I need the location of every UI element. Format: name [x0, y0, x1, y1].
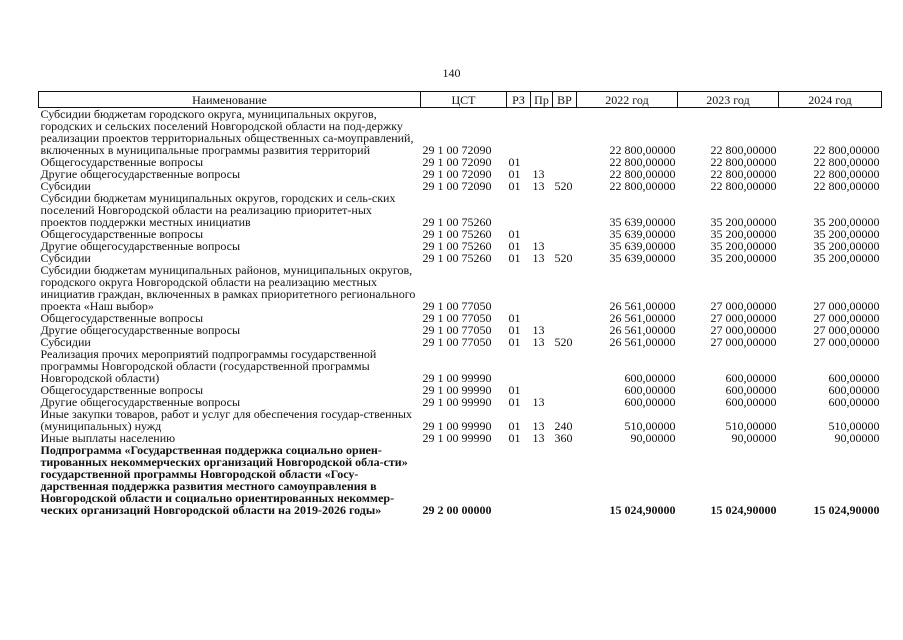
table-cell-cst: 29 1 00 77050: [422, 335, 492, 349]
table-cell-pr: [531, 192, 553, 228]
table-cell-vr: [553, 108, 577, 157]
table-cell-rz: [507, 108, 531, 157]
table-cell-2023: 90,00000: [731, 431, 777, 445]
table-cell-2023: 600,00000: [725, 383, 777, 397]
table-cell-cst: 29 1 00 75260: [422, 251, 492, 265]
table-cell-name: Реализация прочих мероприятий подпрограммы государственной программы Новгородской области (государственной программы Новгородской области): [40, 347, 377, 385]
page-number: 140: [442, 66, 461, 80]
table-cell-2022: 600,00000: [624, 383, 676, 397]
table-cell-name: Субсидии бюджетам муниципальных округов, городских и сель-ских поселений Новгородской области на реализацию приоритет-ных проектов поддержки местных инициатив: [40, 191, 396, 229]
table-row: [39, 348, 882, 384]
header-2024: 2024 год: [779, 92, 882, 108]
table-cell-name: Общегосударственные вопросы: [40, 311, 204, 325]
table-cell-rz: 01: [508, 419, 521, 433]
table-cell-cst: 29 1 00 77050: [422, 323, 492, 337]
table-cell-2024: 27 000,00000: [813, 323, 880, 337]
table-cell-name: Общегосударственные вопросы: [40, 155, 204, 169]
table-cell-vr: [553, 396, 577, 408]
table-cell-pr: [531, 444, 553, 516]
table-cell-cst: 29 1 00 99990: [422, 395, 492, 409]
table-row: [39, 192, 882, 228]
table-cell-2022: 22 800,00000: [609, 179, 676, 193]
table-cell-2022: 22 800,00000: [609, 155, 676, 169]
header-2022: 2022 год: [577, 92, 678, 108]
table-cell-name: Субсидии: [40, 335, 91, 349]
table-cell-2023: 27 000,00000: [710, 311, 777, 325]
header-rz: РЗ: [507, 92, 531, 108]
table-cell-2024: 600,00000: [828, 395, 880, 409]
table-cell-cst: 29 1 00 72090: [422, 143, 492, 157]
table-cell-pr: [531, 108, 553, 157]
table-cell-rz: [507, 192, 531, 228]
table-cell-vr: [553, 264, 577, 312]
table-cell-vr: 240: [554, 419, 573, 433]
table-cell-2022: 26 561,00000: [609, 335, 676, 349]
table-cell-pr: [531, 348, 553, 384]
table-cell-vr: 520: [554, 179, 573, 193]
table-cell-cst: 29 1 00 75260: [422, 215, 492, 229]
table-cell-2023: 22 800,00000: [710, 167, 777, 181]
table-cell-cst: 29 1 00 72090: [422, 179, 492, 193]
table-cell-rz: 01: [508, 251, 521, 265]
table-cell-pr: 13: [532, 395, 545, 409]
table-cell-cst: 29 2 00 00000: [422, 503, 492, 517]
table-cell-pr: 13: [532, 335, 545, 349]
budget-table: [38, 91, 882, 516]
table-cell-2023: 600,00000: [725, 371, 777, 385]
table-cell-2023: 600,00000: [725, 395, 777, 409]
table-cell-2022: 35 639,00000: [609, 227, 676, 241]
table-cell-2022: 15 024,90000: [609, 503, 676, 517]
table-cell-name: Субсидии: [40, 251, 91, 265]
table-cell-2023: 510,00000: [725, 419, 777, 433]
table-cell-pr: 13: [532, 419, 545, 433]
table-cell-2022: 26 561,00000: [609, 311, 676, 325]
table-cell-rz: 01: [508, 179, 521, 193]
table-cell-vr: [553, 228, 577, 240]
table-cell-vr: [553, 192, 577, 228]
header-pr: Пр: [531, 92, 553, 108]
table-cell-2024: 600,00000: [828, 383, 880, 397]
table-cell-pr: 13: [532, 431, 545, 445]
header-name: Наименование: [39, 92, 421, 108]
table-cell-vr: [553, 156, 577, 168]
table-cell-2024: 600,00000: [828, 371, 880, 385]
header-cst: ЦСТ: [421, 92, 507, 108]
table-cell-2023: 15 024,90000: [710, 503, 777, 517]
table-cell-2023: 35 200,00000: [710, 251, 777, 265]
table-cell-rz: 01: [508, 383, 521, 397]
table-cell-cst: 29 1 00 75260: [422, 239, 492, 253]
table-cell-2023: 35 200,00000: [710, 215, 777, 229]
table-row: [39, 444, 882, 516]
table-cell-2024: 35 200,00000: [813, 239, 880, 253]
table-cell-pr: 13: [532, 167, 545, 181]
table-cell-pr: 13: [532, 179, 545, 193]
table-cell-2024: 510,00000: [828, 419, 880, 433]
table-cell-2024: 22 800,00000: [813, 167, 880, 181]
table-cell-name: Другие общегосударственные вопросы: [40, 395, 241, 409]
table-cell-vr: 520: [554, 251, 573, 265]
table-cell-2024: 27 000,00000: [813, 311, 880, 325]
table-cell-2023: 27 000,00000: [710, 323, 777, 337]
table-cell-cst: 29 1 00 99990: [422, 383, 492, 397]
table-cell-rz: 01: [508, 335, 521, 349]
table-cell-rz: 01: [508, 431, 521, 445]
table-body: [39, 108, 882, 517]
table-cell-2023: 27 000,00000: [710, 299, 777, 313]
table-cell-cst: 29 1 00 99990: [422, 431, 492, 445]
table-cell-name: Иные выплаты населению: [40, 431, 176, 445]
table-cell-rz: [507, 348, 531, 384]
table-cell-vr: [553, 384, 577, 396]
table-cell-pr: 13: [532, 323, 545, 337]
table-cell-2024: 35 200,00000: [813, 215, 880, 229]
table-row: [39, 264, 882, 312]
table-cell-2022: 35 639,00000: [609, 215, 676, 229]
table-cell-rz: 01: [508, 395, 521, 409]
table-cell-2024: 15 024,90000: [813, 503, 880, 517]
table-cell-name: Другие общегосударственные вопросы: [40, 323, 241, 337]
table-cell-2022: 26 561,00000: [609, 323, 676, 337]
table-cell-cst: 29 1 00 77050: [422, 299, 492, 313]
table-header: [39, 92, 882, 108]
table-cell-2024: 27 000,00000: [813, 335, 880, 349]
table-cell-cst: 29 1 00 99990: [422, 371, 492, 385]
table-cell-2023: 22 800,00000: [710, 155, 777, 169]
header-vr: ВР: [553, 92, 577, 108]
table-cell-2022: 510,00000: [624, 419, 676, 433]
table-cell-cst: 29 1 00 77050: [422, 311, 492, 325]
table-cell-vr: [553, 348, 577, 384]
table-cell-cst: 29 1 00 75260: [422, 227, 492, 241]
table-cell-2022: 90,00000: [630, 431, 676, 445]
table-cell-2022: 600,00000: [624, 371, 676, 385]
header-2023: 2023 год: [678, 92, 779, 108]
table-cell-name: Иные закупки товаров, работ и услуг для обеспечения государ-ственных (муниципальных) нужд: [40, 407, 412, 433]
table-cell-vr: [553, 312, 577, 324]
table-cell-rz: [507, 264, 531, 312]
table-row: [39, 408, 882, 432]
table-cell-pr: 13: [532, 251, 545, 265]
table-cell-2024: 35 200,00000: [813, 251, 880, 265]
table-cell-name: Другие общегосударственные вопросы: [40, 167, 241, 181]
table-cell-2023: 35 200,00000: [710, 227, 777, 241]
table-cell-rz: [507, 444, 531, 516]
table-cell-2022: 35 639,00000: [609, 251, 676, 265]
table-cell-2023: 27 000,00000: [710, 335, 777, 349]
table-cell-vr: [553, 444, 577, 516]
table-cell-cst: 29 1 00 72090: [422, 167, 492, 181]
table-cell-2023: 35 200,00000: [710, 239, 777, 253]
table-cell-rz: 01: [508, 239, 521, 253]
table-cell-2022: 600,00000: [624, 395, 676, 409]
table-cell-2024: 90,00000: [834, 431, 880, 445]
table-cell-name: Подпрограмма «Государственная поддержка социально ориен-тированных некоммерческих организаций Новгородской обла-сти» государственной программы Новгородской области «Госу-дарственная поддержка развития местного самоуправления в Новгородской области и социально ориентированных некоммер-ческих организаций Новгородской области на 2019-2026 годы»: [40, 443, 408, 517]
table-cell-2022: 26 561,00000: [609, 299, 676, 313]
table-cell-rz: 01: [508, 155, 521, 169]
table-cell-rz: 01: [508, 227, 521, 241]
table-cell-2024: 35 200,00000: [813, 227, 880, 241]
table-cell-2024: 22 800,00000: [813, 143, 880, 157]
table-cell-2024: 22 800,00000: [813, 155, 880, 169]
table-cell-2022: 22 800,00000: [609, 143, 676, 157]
table-cell-name: Субсидии бюджетам городского округа, муниципальных округов, городских и сельских поселений Новгородской области на под-держку реализации проектов территориальных общественных са-моуправлений, включенных в муниципальные программы развития территорий: [40, 107, 414, 157]
table-row: [39, 108, 882, 157]
table-cell-2023: 22 800,00000: [710, 143, 777, 157]
table-cell-name: Общегосударственные вопросы: [40, 227, 204, 241]
table-cell-pr: 13: [532, 239, 545, 253]
table-cell-rz: 01: [508, 167, 521, 181]
table-cell-name: Субсидии бюджетам муниципальных районов, муниципальных округов, городского округа Новгородской области на реализацию местных инициатив граждан, включенных в рамках приоритетного регионального проекта «Наш выбор»: [40, 263, 416, 313]
table-cell-cst: 29 1 00 72090: [422, 155, 492, 169]
table-cell-2024: 22 800,00000: [813, 179, 880, 193]
table-cell-rz: 01: [508, 311, 521, 325]
table-cell-pr: [531, 264, 553, 312]
table-cell-vr: 520: [554, 335, 573, 349]
table-cell-2023: 22 800,00000: [710, 179, 777, 193]
table-cell-vr: 360: [554, 431, 573, 445]
table-cell-name: Общегосударственные вопросы: [40, 383, 204, 397]
table-cell-2024: 27 000,00000: [813, 299, 880, 313]
table-cell-rz: 01: [508, 323, 521, 337]
table-cell-2022: 35 639,00000: [609, 239, 676, 253]
table-cell-name: Другие общегосударственные вопросы: [40, 239, 241, 253]
table-cell-cst: 29 1 00 99990: [422, 419, 492, 433]
table-cell-2022: 22 800,00000: [609, 167, 676, 181]
table-cell-name: Субсидии: [40, 179, 91, 193]
